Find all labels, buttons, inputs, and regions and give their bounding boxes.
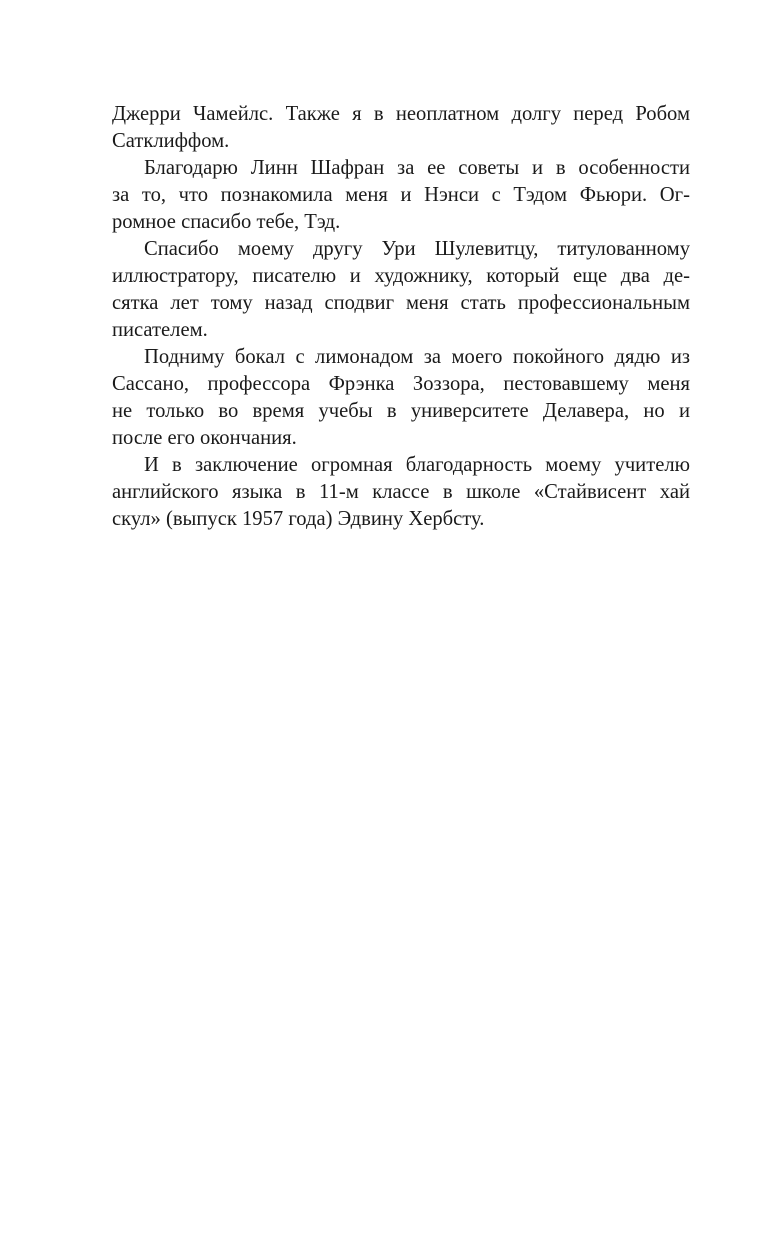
text-line: Джерри Чамейлс. Также я в неоплатном долгу перед Робом [112,103,690,125]
paragraph-1 [112,101,690,155]
text-line: писателем. [112,319,208,341]
text-line: Сатклиффом. [112,130,230,152]
text-line: иллюстратору, писателю и художнику, который еще два де- [112,265,690,287]
text-line: не только во время учебы в университете Делавера, но и [112,400,690,422]
paragraph-4 [112,344,690,452]
text-line: сятка лет тому назад сподвиг меня стать профессиональным [112,292,690,314]
text-line: И в заключение огромная благодарность моему учителю [144,454,690,476]
body-text [112,101,690,533]
text-line: скул» (выпуск 1957 года) Эдвину Хербсту. [112,508,485,530]
text-line: за то, что познакомила меня и Нэнси с Тэдом Фьюри. Ог- [112,184,690,206]
text-line: Подниму бокал с лимонадом за моего покойного дядю из [144,346,690,368]
paragraph-2 [112,155,690,236]
text-line: Спасибо моему другу Ури Шулевитцу, титулованному [144,238,690,260]
text-line: ромное спасибо тебе, Тэд. [112,211,341,233]
text-line: после его окончания. [112,427,297,449]
text-line: английского языка в 11-м классе в школе «Стайвисент хай [112,481,690,503]
text-line: Сассано, профессора Фрэнка Зоззора, пестовавшему меня [112,373,690,395]
paragraph-5 [112,452,690,533]
paragraph-3 [112,236,690,344]
text-line: Благодарю Линн Шафран за ее советы и в особенности [144,157,690,179]
